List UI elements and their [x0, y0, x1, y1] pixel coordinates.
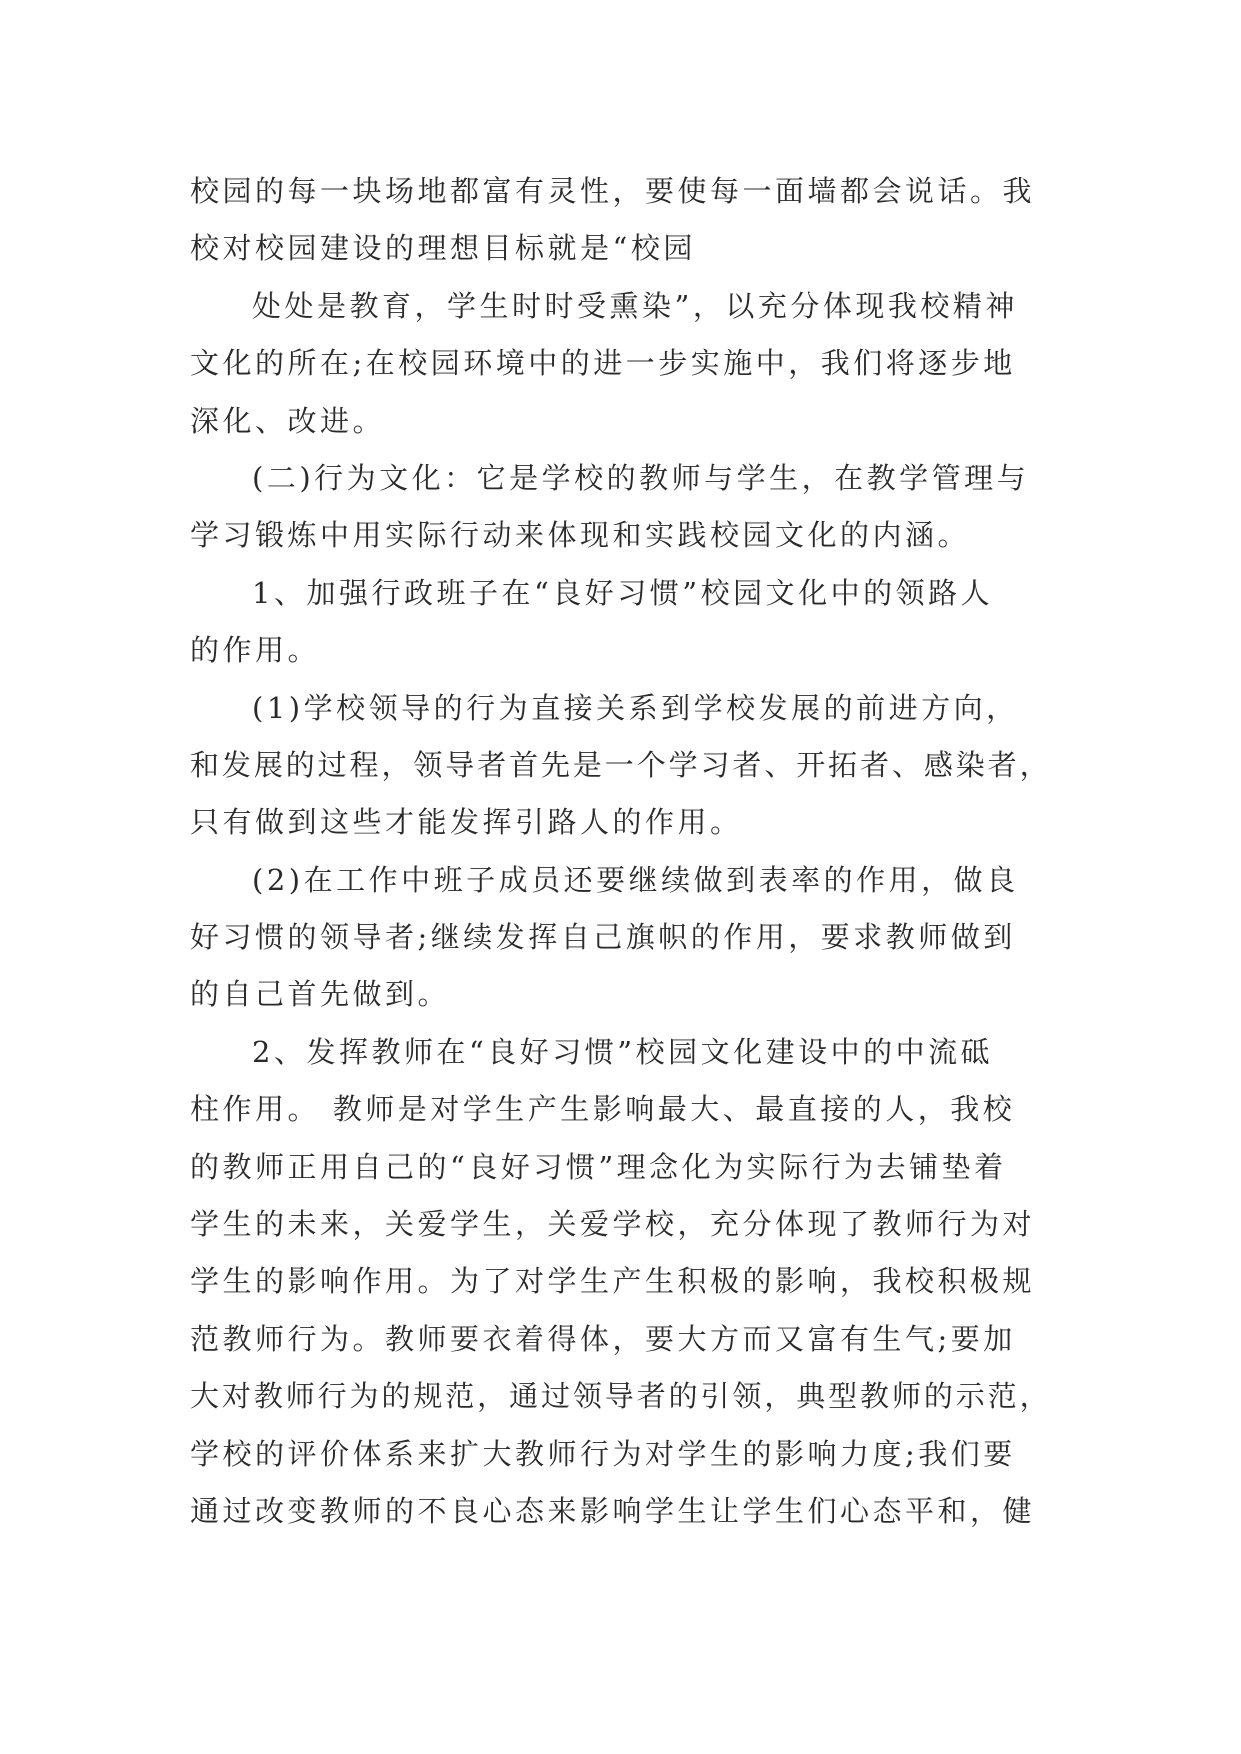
text-line: 的自己首先做到。 [190, 977, 451, 1012]
text-line: 和发展的过程，领导者首先是一个学习者、开拓者、感染者， [190, 747, 1052, 782]
text-line: (二)行为文化：它是学校的教师与学生，在教学管理与 [252, 460, 1030, 495]
text-line: 好习惯的领导者;继续发挥自己旗帜的作用，要求教师做到 [190, 920, 1016, 955]
text-line: 1、加强行政班子在“良好习惯”校园文化中的领路人 [252, 575, 994, 610]
text-line: 只有做到这些才能发挥引路人的作用。 [190, 805, 743, 840]
text-line: 校对校园建设的理想目标就是“校园 [190, 231, 696, 266]
text-line: (2)在工作中班子成员还要继续做到表率的作用，做良 [252, 862, 1019, 897]
text-line: 学生的未来，关爱学生，关爱学校，充分体现了教师行为对 [190, 1207, 1036, 1242]
text-line: 学校的评价体系来扩大教师行为对学生的影响力度;我们要 [190, 1436, 1016, 1471]
text-line: 深化、改进。 [190, 403, 386, 438]
text-line: 大对教师行为的规范，通过领导者的引领，典型教师的示范， [190, 1379, 1052, 1414]
text-line: 通过改变教师的不良心态来影响学生让学生们心态平和，健 [190, 1493, 1036, 1528]
text-line: 的教师正用自己的“良好习惯”理念化为实际行为去铺垫着 [190, 1149, 1007, 1184]
text-line: 学生的影响作用。为了对学生产生积极的影响，我校积极规 [190, 1264, 1036, 1299]
text-line: 柱作用。 教师是对学生产生影响最大、最直接的人，我校 [190, 1092, 1016, 1127]
text-line: 校园的每一块场地都富有灵性，要使每一面墙都会说话。我 [190, 174, 1036, 208]
text-line: (1)学校领导的行为直接关系到学校发展的前进方向， [252, 690, 1019, 725]
text-line: 范教师行为。教师要衣着得体，要大方而又富有生气;要加 [190, 1321, 1016, 1356]
document-body [190, 163, 1052, 1540]
text-line: 处处是教育，学生时时受熏染”，以充分体现我校精神 [252, 288, 1018, 323]
text-line: 的作用。 [190, 633, 321, 668]
text-line: 2、发挥教师在“良好习惯”校园文化建设中的中流砥 [252, 1034, 994, 1069]
text-line: 文化的所在;在校园环境中的进一步实施中，我们将逐步地 [190, 346, 1016, 381]
text-line: 学习锻炼中用实际行动来体现和实践校园文化的内涵。 [190, 518, 971, 553]
